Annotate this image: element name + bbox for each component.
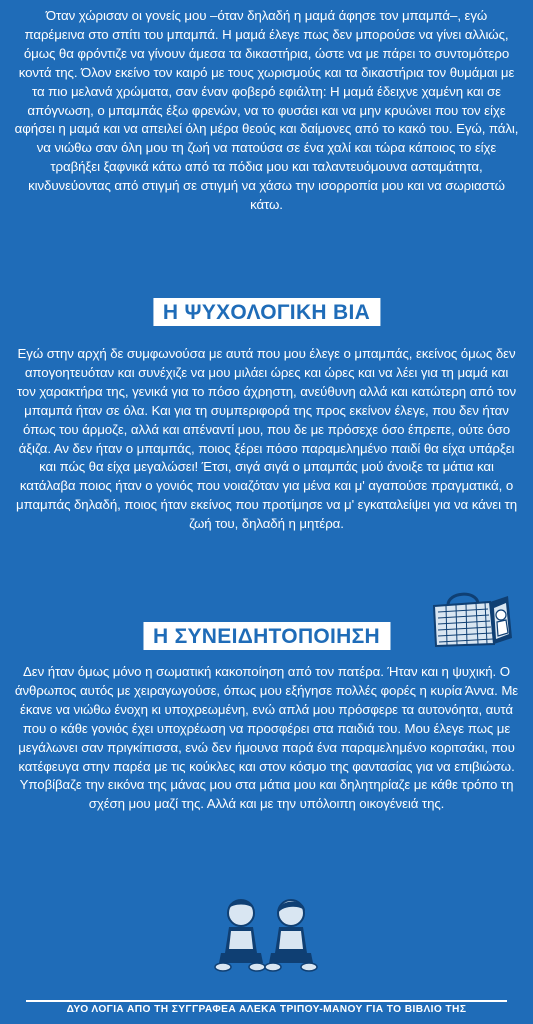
awareness-paragraph: Δεν ήταν όμως μόνο η σωματική κακοποίηση από τον πατέρα. Ήταν και η ψυχική. Ο άνθρωπος αυτός με χειραγωγούσε, όπως μου εξήγησε πολλές φορές η κυρία Άννα. Με έκανε να νιώθω ένοχη κι υποχρεωμένη, ενώ απλά μου πρόσφερε τα αυτονόητα, αυτά που ο κάθε γονιός έχει υποχρέωση να προσφέρει στα παιδιά του. Μου έλεγε πως με μεγάλωνει σαν πριγκίπισσα, ενώ δεν ήμουνα παρά ένα παραμελημένο κοριτσάκι, που κατέφευγα στην παρέα με τις κούκλες και στον κόσμο της φαντασίας για να επιβιώσω. Υποβίβαζε την εικόνα της μάνας μου στα μάτια μου και δηλητηρίαζε με κάθε τρόπο τη σχέση μου μαζί της. Αλλά και με την υπόλοιπη οικογένειά της. <box>14 664 519 812</box>
intro-paragraph: Όταν χώρισαν οι γονείς μου –όταν δηλαδή η μαμά άφησε τον μπαμπά–, εγώ παρέμεινα στο σπίτι του μπαμπά. Η μαμά έλεγε πως δεν μπορούσε να γίνει αλλιώς, όμως θα φρόντιζε να γίνουν άμεσα τα δικαστήρια, ώστε να με πάρει το συντομότερο κοντά της. Όλον εκείνο τον καιρό με τους χωρισμούς και τα δικαστήρια τον θυμάμαι με τα πιο μελανά χρώματα, σαν έναν φοβερό εφιάλτη: Η μαμά έδειχνε χαμένη και σε απόγνωση, ο μπαμπάς έξω φρενών, να το φυσάει και να μην κρυώνει που τον είχε αφήσει η μαμά και να απειλεί όλη μέρα θεούς και δαίμονες από το κακό του. Εγώ, πάλι, να νιώθω σαν όλη μου τη ζωή να πατούσα σε ένα χαλί και τώρα κάποιος το είχε τραβήξει ξαφνικά κάτω από τα πόδια μου και ταλαντευόμουνα ασταμάτητα, κινδυνεύοντας από στιγμή σε στιγμή να χάσω την ισορροπία μου και να σωριαστώ κάτω. <box>14 8 519 213</box>
footer-caption: ΔΥΟ ΛΟΓΙΑ ΑΠΟ ΤΗ ΣΥΓΓΡΑΦΕΑ ΑΛΕΚΑ ΤΡΙΠΟΥ-ΜΑΝΟΥ ΓΙΑ ΤΟ ΒΙΒΛΙΟ ΤΗΣ <box>66 1004 467 1015</box>
heading-psychological-violence: Η ΨΥΧΟΛΟΓΙΚΗ ΒΙΑ <box>153 298 380 326</box>
bag-with-doll-illustration <box>428 588 516 650</box>
heading-awareness: Η ΣΥΝΕΙΔΗΤΟΠΟΙΗΣΗ <box>143 622 390 650</box>
psychological-violence-paragraph: Εγώ στην αρχή δε συμφωνούσα με αυτά που μου έλεγε ο μπαμπάς, εκείνος όμως δεν απογοητευόταν και συνέχιζε να μου μιλάει ώρες και ώρες και να λέει για τη μαμά και τον χαρακτήρα της, γενικά για το πόσο άχρηστη, ανεύθυνη αλλά και κατώτερη από τον μπαμπά ήταν σε όλα. Και για τη συμπεριφορά της προς εκείνον έλεγε, που δεν ήταν όπως του άρμοζε, αλλά και απέναντί μου, που δε με πρόσεχε όσο έπρεπε, ούτε όσο άξιζα. Αν δεν ήταν ο μπαμπάς, ποιος ξέρει πόσο παραμελημένο παιδί θα είχα υπάρξει και πώς θα είχα μεγαλώσει! Έτσι, σιγά σιγά ο μπαμπάς μού άνοιξε τα μάτια και κατάλαβα ποιος ήταν ο γονιός που νοιαζόταν για μένα και μ' αγαπούσε πραγματικά, ο μπαμπάς δηλαδή, ποιος ήταν εκείνος που προτίμησε να μ' εγκαταλείψει για να κάνει τη ζωή του, δηλαδή η μητέρα. <box>16 346 517 532</box>
two-children-illustration <box>211 893 321 975</box>
footer-divider <box>26 1000 507 1002</box>
